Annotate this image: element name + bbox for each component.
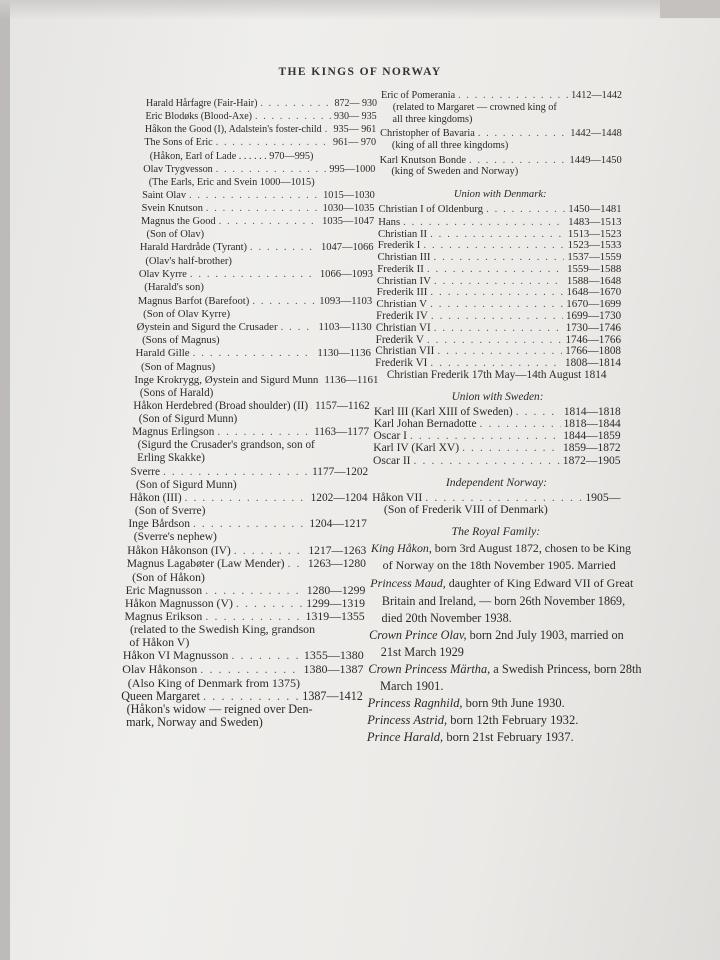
leader-dots xyxy=(430,229,565,240)
king-note: (related to Margaret — crowned king of xyxy=(392,101,557,113)
king-name: Hans xyxy=(378,215,401,228)
royal-family-line xyxy=(383,560,616,572)
king-name: Magnus Erikson xyxy=(124,608,203,623)
reign-dates: 995—1000 xyxy=(329,163,376,175)
royal-family-line xyxy=(367,731,574,744)
reign-dates: 1130—1136 xyxy=(317,347,371,360)
king-name: Christian VII xyxy=(375,345,435,358)
king-entry xyxy=(378,229,621,240)
royal-name: King Håkon, xyxy=(371,541,432,556)
king-entry xyxy=(127,545,366,557)
king-name: Eric of Pomerania xyxy=(381,90,456,101)
leader-dots xyxy=(163,467,309,478)
royal-text: Britain and Ireland, — born 26th November 1869, xyxy=(381,593,626,608)
reign-dates: 1157—1162 xyxy=(315,399,370,412)
king-note: Erling Skakke) xyxy=(137,452,205,465)
royal-family-line xyxy=(368,697,565,709)
king-entry xyxy=(378,205,621,216)
king-entry xyxy=(378,240,622,251)
king-name: Christian VI xyxy=(375,321,431,334)
reign-dates: 1280—1299 xyxy=(306,583,366,597)
king-entry xyxy=(373,443,620,455)
reign-dates: 1204—1217 xyxy=(309,518,367,531)
king-note: (Son of Sigurd Munn) xyxy=(136,478,237,491)
leader-dots xyxy=(311,401,312,412)
royal-text: daughter of King Edward VII of Great xyxy=(445,576,634,591)
leader-dots xyxy=(205,611,302,623)
king-name: Øystein and Sigurd the Crusader xyxy=(136,321,278,334)
king-entry xyxy=(129,493,367,504)
king-name: Oscar I xyxy=(373,430,407,442)
reign-dates: 1442—1448 xyxy=(570,128,622,140)
king-entry xyxy=(143,165,375,175)
leader-dots xyxy=(462,443,560,455)
reign-dates: 1746—1766 xyxy=(565,333,622,346)
royal-text: born 12th February 1932. xyxy=(447,712,579,727)
king-name: Oscar II xyxy=(373,453,411,467)
king-note: Christian Frederik 17th May—14th August 1814 xyxy=(386,368,607,381)
king-note: (Harald's son) xyxy=(144,281,204,293)
leader-dots xyxy=(430,358,562,369)
reign-dates: 1559—1588 xyxy=(567,262,622,275)
king-name: Christopher of Bavaria xyxy=(380,128,475,140)
royal-family-line xyxy=(367,714,578,727)
reign-dates: 1808—1814 xyxy=(564,357,621,370)
reign-dates: 1103—1130 xyxy=(318,321,372,334)
royal-text: a Swedish Princess, born 28th xyxy=(490,661,642,676)
king-note: (king of Sweden and Norway) xyxy=(391,166,519,178)
reign-dates: 961— 970 xyxy=(333,137,377,149)
royal-name: Prince Harald, xyxy=(366,730,444,744)
king-note: (Son of Sigurd Munn) xyxy=(138,413,238,426)
king-entry xyxy=(377,264,621,275)
royal-family-line xyxy=(371,543,631,555)
king-entry xyxy=(374,407,621,418)
king-name: Håkon the Good (I), Adalstein's foster-child xyxy=(144,124,322,136)
reign-dates: 1263—1280 xyxy=(307,557,366,571)
leader-dots xyxy=(260,99,331,109)
leader-dots xyxy=(216,165,327,175)
king-entry xyxy=(128,519,367,531)
royal-text: born 2nd July 1903, married on xyxy=(466,627,624,642)
leader-dots xyxy=(516,407,561,418)
page-title: THE KINGS OF NORWAY xyxy=(278,66,442,78)
leader-dots xyxy=(423,240,564,251)
king-name: Inge Krokrygg, Øystein and Sigurd Munn xyxy=(134,373,319,386)
king-entry xyxy=(377,252,621,263)
reign-dates: 1449—1450 xyxy=(569,154,622,166)
king-name: Karl Johan Bernadotte xyxy=(373,418,477,431)
reign-dates: 1030—1035 xyxy=(322,203,375,215)
leader-dots xyxy=(480,419,561,430)
king-name: Olav Håkonson xyxy=(122,662,198,677)
leader-dots xyxy=(431,311,563,322)
king-entry xyxy=(142,191,375,201)
royal-family-line xyxy=(369,629,624,641)
royal-text: of Norway on the 18th November 1905. Married xyxy=(382,558,616,573)
royal-family-line xyxy=(382,595,625,607)
section-heading: Independent Norway: xyxy=(445,475,548,489)
royal-name: Crown Princess Märtha, xyxy=(368,661,491,676)
king-name: Eric Blodøks (Blood-Axe) xyxy=(145,111,253,123)
king-note: (Son of Magnus) xyxy=(140,360,216,373)
leader-dots xyxy=(427,264,564,275)
king-note: (Son of Olav) xyxy=(146,229,205,241)
reign-dates: 1523—1533 xyxy=(567,239,622,252)
king-entry xyxy=(125,598,365,610)
leader-dots xyxy=(281,322,316,333)
reign-dates: 1380—1387 xyxy=(303,662,364,677)
section-heading: The Royal Family: xyxy=(451,524,541,539)
reign-dates: 1814—1818 xyxy=(563,406,621,419)
king-entry xyxy=(376,323,621,334)
king-name: Håkon VII xyxy=(372,491,423,505)
reign-dates: 1905— xyxy=(585,491,621,505)
reign-dates: 1648—1670 xyxy=(566,286,622,299)
king-note: (king of all three kingdoms) xyxy=(391,140,509,151)
leader-dots xyxy=(219,217,320,227)
leader-dots xyxy=(410,431,560,442)
king-entry xyxy=(146,99,377,109)
king-name: Magnus Barfot (Barefoot) xyxy=(137,294,250,307)
top-shadow xyxy=(0,0,720,20)
king-name: Håkon Håkonson (IV) xyxy=(127,544,231,558)
king-entry xyxy=(136,348,371,359)
king-entry xyxy=(121,690,363,702)
king-note: (Son of Sverre) xyxy=(134,504,206,517)
king-name: Frederik I xyxy=(377,239,421,252)
leader-dots xyxy=(414,455,560,467)
reign-dates: 1730—1746 xyxy=(565,321,622,334)
king-note: (Sons of Magnus) xyxy=(142,334,220,347)
king-name: Christian V xyxy=(376,298,428,311)
reign-dates: 1387—1412 xyxy=(302,688,363,703)
royal-name: Princess Ragnhild, xyxy=(367,695,463,710)
leader-dots xyxy=(185,493,308,504)
royal-text: born 9th June 1930. xyxy=(462,695,565,710)
reign-dates: 1483—1513 xyxy=(568,215,622,228)
king-name: Frederik III xyxy=(376,286,428,299)
king-name: Frederik VI xyxy=(375,357,428,370)
king-entry xyxy=(142,204,375,214)
royal-text: born 21st February 1937. xyxy=(443,730,574,744)
king-name: Frederik IV xyxy=(376,310,428,322)
reign-dates: 1537—1559 xyxy=(567,251,622,264)
king-note: (Son of Frederik VIII of Denmark) xyxy=(383,502,548,516)
king-entry xyxy=(134,373,379,386)
reign-dates: 1355—1380 xyxy=(303,648,364,663)
king-note: (Son of Håkon) xyxy=(132,570,205,584)
leader-dots xyxy=(427,335,563,346)
king-name: Queen Margaret xyxy=(121,688,200,703)
reign-dates: 1872—1905 xyxy=(562,453,621,467)
king-name: Eric Magnusson xyxy=(125,583,203,597)
king-entry xyxy=(374,419,621,430)
reign-dates: 1588—1648 xyxy=(566,274,622,287)
royal-name: Princess Astrid, xyxy=(367,712,448,727)
king-name: Håkon (III) xyxy=(129,491,182,504)
leader-dots xyxy=(193,348,315,359)
king-entry xyxy=(377,287,622,298)
leader-dots xyxy=(288,558,305,570)
king-entry xyxy=(141,217,374,227)
king-note: (Sigurd the Crusader's grandson, son of xyxy=(137,439,315,452)
reign-dates: 1412—1442 xyxy=(571,90,622,101)
royal-text: March 1901. xyxy=(380,678,444,693)
reign-dates: 1766—1808 xyxy=(565,345,621,358)
king-entry xyxy=(144,138,376,148)
leader-dots xyxy=(252,296,316,307)
king-note: (related to the Swedish King, grandson xyxy=(129,622,316,637)
king-entry xyxy=(376,299,621,310)
king-name: Christian IV xyxy=(376,274,431,287)
reign-dates: 872— 930 xyxy=(334,98,377,109)
king-name: Harald Hårfagre (Fair-Hair) xyxy=(146,98,258,109)
king-name: Harald Hardråde (Tyrant) xyxy=(139,242,248,254)
king-note: mark, Norway and Sweden) xyxy=(126,715,263,729)
leader-dots xyxy=(236,598,303,610)
reign-dates: 1093—1103 xyxy=(319,294,373,307)
reign-dates: 1217—1263 xyxy=(308,544,367,558)
leader-dots xyxy=(250,243,318,254)
king-name: The Sons of Eric xyxy=(144,137,213,149)
king-name: Magnus Lagabøter (Law Mender) xyxy=(126,557,285,571)
king-entry xyxy=(132,427,369,438)
king-entry xyxy=(122,663,363,675)
leader-dots xyxy=(205,585,304,597)
king-name: Olav Kyrre xyxy=(138,268,187,280)
leader-dots xyxy=(193,519,306,531)
leader-dots xyxy=(434,323,563,334)
king-name: Håkon VI Magnusson xyxy=(122,648,229,663)
king-entry xyxy=(377,276,621,287)
reign-dates: 1066—1093 xyxy=(319,268,373,280)
king-note: (Son of Olav Kyrre) xyxy=(143,308,231,321)
reign-dates: 1699—1730 xyxy=(566,310,622,322)
king-note: (Sons of Harald) xyxy=(139,386,214,399)
king-name: Magnus the Good xyxy=(141,216,216,228)
king-name: Karl IV (Karl XV) xyxy=(373,441,460,454)
leader-dots xyxy=(403,217,565,228)
leader-dots xyxy=(206,204,320,214)
leader-dots xyxy=(469,156,567,166)
leader-dots xyxy=(478,129,567,139)
leader-dots xyxy=(200,663,300,675)
reign-dates: 1513—1523 xyxy=(567,227,622,240)
king-name: Harald Gille xyxy=(135,347,190,360)
royal-family-line xyxy=(380,680,443,692)
king-entry xyxy=(145,112,376,122)
reign-dates: 1136—1161 xyxy=(324,373,379,386)
leader-dots xyxy=(216,138,330,148)
king-note: (Sverre's nephew) xyxy=(133,531,217,544)
king-name: Frederik II xyxy=(377,262,424,275)
king-entry xyxy=(376,335,621,346)
king-name: Sverre xyxy=(130,465,161,478)
king-name: Karl III (Karl XIII of Sweden) xyxy=(374,406,513,419)
king-note: (The Earls, Eric and Svein 1000—1015) xyxy=(148,176,315,188)
king-entry xyxy=(380,129,622,139)
king-entry xyxy=(380,156,622,166)
king-name: Christian III xyxy=(377,251,431,264)
royal-family-line xyxy=(381,646,464,658)
royal-name: Princess Maud, xyxy=(370,576,446,591)
king-note: (Also King of Denmark from 1375) xyxy=(127,675,301,690)
reign-dates: 1859—1872 xyxy=(563,441,621,454)
king-name: Christian I of Oldenburg xyxy=(378,204,484,216)
king-note: (Håkon's widow — reigned over Den- xyxy=(126,701,313,716)
king-entry xyxy=(137,322,372,333)
reign-dates: 1035—1047 xyxy=(322,216,375,228)
king-entry xyxy=(139,270,373,281)
royal-family-line xyxy=(370,577,633,589)
reign-dates: 935— 961 xyxy=(333,124,377,136)
royal-text: 21st March 1929 xyxy=(380,644,464,659)
king-name: Håkon Magnusson (V) xyxy=(125,596,233,610)
leader-dots xyxy=(189,191,320,201)
king-entry xyxy=(133,401,369,412)
leader-dots xyxy=(190,270,317,281)
reign-dates: 1047—1066 xyxy=(321,242,374,254)
king-entry xyxy=(127,558,366,570)
reign-dates: 1818—1844 xyxy=(563,418,621,431)
section-heading: Union with Sweden: xyxy=(451,391,544,404)
leader-dots xyxy=(234,545,306,557)
reign-dates: 1844—1859 xyxy=(563,430,621,442)
royal-family-line xyxy=(382,612,512,624)
king-note: (Olav's half-brother) xyxy=(145,255,232,267)
reign-dates: 1202—1204 xyxy=(310,491,368,504)
king-name: Olav Trygvesson xyxy=(143,163,213,175)
reign-dates: 930— 935 xyxy=(333,111,377,123)
king-name: Christian II xyxy=(377,227,428,240)
king-entry xyxy=(124,608,365,623)
king-name: Håkon Herdebred (Broad shoulder) (II) xyxy=(133,399,309,412)
reign-dates: 1163—1177 xyxy=(314,426,370,439)
leader-dots xyxy=(231,650,301,662)
king-entry xyxy=(123,650,364,662)
leader-dots xyxy=(325,125,331,135)
king-entry xyxy=(374,431,621,442)
leader-dots xyxy=(437,346,562,357)
king-note: of Håkon V) xyxy=(129,635,190,650)
page-corner xyxy=(660,0,720,18)
king-entry xyxy=(378,217,621,228)
king-name: Saint Olav xyxy=(142,189,187,201)
reign-dates: 1450—1481 xyxy=(568,204,622,216)
king-entry xyxy=(138,296,373,307)
king-name: Magnus Erlingson xyxy=(132,426,215,439)
king-entry xyxy=(126,585,366,597)
king-entry xyxy=(145,125,376,135)
binding-edge xyxy=(0,0,10,960)
king-name: Frederik V xyxy=(375,333,424,346)
king-entry xyxy=(376,311,621,322)
reign-dates: 1670—1699 xyxy=(566,298,622,311)
king-entry xyxy=(375,358,621,369)
reign-dates: 1177—1202 xyxy=(312,465,369,478)
king-note: all three kingdoms) xyxy=(392,113,473,125)
section-heading: Union with Denmark: xyxy=(453,188,547,200)
royal-text: born 3rd August 1872, chosen to be King xyxy=(431,541,631,556)
leader-dots xyxy=(255,112,331,122)
leader-dots xyxy=(434,252,565,263)
reign-dates: 1015—1030 xyxy=(323,189,375,201)
king-entry xyxy=(381,91,622,101)
reign-dates: 1319—1355 xyxy=(305,608,365,623)
king-note: (Håkon, Earl of Lade . . . . . . 970—995) xyxy=(149,150,314,162)
royal-family-line xyxy=(368,663,641,675)
royal-name: Crown Prince Olav, xyxy=(369,627,467,642)
leader-dots xyxy=(430,287,563,298)
king-name: Karl Knutson Bonde xyxy=(379,154,466,166)
king-entry xyxy=(140,243,374,254)
king-entry xyxy=(131,467,369,478)
leader-dots xyxy=(486,205,565,216)
leader-dots xyxy=(434,276,564,287)
king-name: Inge Bårdson xyxy=(128,518,190,531)
royal-text: died 20th November 1938. xyxy=(381,610,512,625)
leader-dots xyxy=(217,427,311,438)
king-entry xyxy=(375,346,621,357)
leader-dots xyxy=(430,299,563,310)
leader-dots xyxy=(458,91,568,101)
king-entry xyxy=(373,455,621,467)
reign-dates: 1299—1319 xyxy=(306,596,366,610)
king-name: Svein Knutson xyxy=(141,203,203,215)
leader-dots xyxy=(203,690,299,702)
